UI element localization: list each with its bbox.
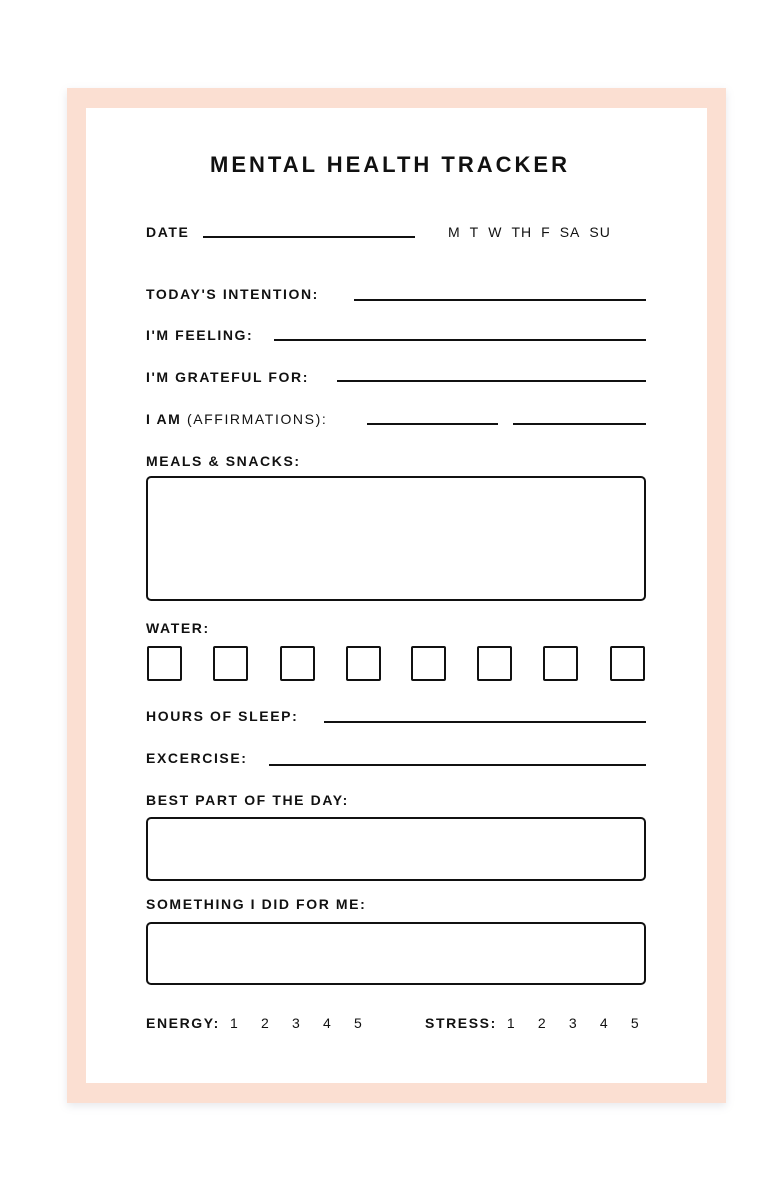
grateful-label: I'M GRATEFUL FOR: (146, 369, 309, 385)
feeling-label: I'M FEELING: (146, 327, 254, 343)
weekday-selector (448, 224, 611, 240)
day-w[interactable]: W (488, 224, 503, 240)
water-checkbox-8[interactable] (610, 646, 645, 681)
affirmation-line-2[interactable] (513, 423, 646, 425)
stress-scale (425, 1015, 640, 1031)
energy-scale (146, 1015, 385, 1031)
energy-3[interactable]: 3 (291, 1015, 302, 1031)
affirmations-label-light: (AFFIRMATIONS): (186, 411, 328, 427)
water-label: WATER: (146, 620, 210, 636)
energy-4[interactable]: 4 (322, 1015, 333, 1031)
grateful-line[interactable] (337, 380, 646, 382)
sleep-line[interactable] (324, 721, 646, 723)
intention-label: TODAY'S INTENTION: (146, 286, 319, 302)
energy-5[interactable]: 5 (353, 1015, 364, 1031)
stress-4[interactable]: 4 (599, 1015, 610, 1031)
affirmation-line-1[interactable] (367, 423, 498, 425)
sleep-label: HOURS OF SLEEP: (146, 708, 299, 724)
day-m[interactable]: M (448, 224, 461, 240)
stress-2[interactable]: 2 (537, 1015, 548, 1031)
day-su[interactable]: SU (589, 224, 611, 240)
best-part-box[interactable] (146, 817, 646, 881)
energy-2[interactable]: 2 (260, 1015, 271, 1031)
meals-label: MEALS & SNACKS: (146, 453, 301, 469)
stress-label: STRESS: (425, 1015, 497, 1031)
page-title: MENTAL HEALTH TRACKER (210, 152, 570, 177)
water-checkbox-5[interactable] (411, 646, 446, 681)
stress-5[interactable]: 5 (630, 1015, 641, 1031)
date-label: DATE (146, 224, 190, 240)
for-me-box[interactable] (146, 922, 646, 985)
day-t[interactable]: T (469, 224, 480, 240)
stress-1[interactable]: 1 (506, 1015, 517, 1031)
intention-line[interactable] (354, 299, 646, 301)
day-sa[interactable]: SA (559, 224, 581, 240)
affirmations-label (146, 411, 327, 427)
meals-box[interactable] (146, 476, 646, 601)
water-checkbox-3[interactable] (280, 646, 315, 681)
day-th[interactable]: TH (511, 224, 533, 240)
for-me-label: SOMETHING I DID FOR ME: (146, 896, 367, 912)
energy-1[interactable]: 1 (229, 1015, 240, 1031)
feeling-line[interactable] (274, 339, 646, 341)
water-checkbox-2[interactable] (213, 646, 248, 681)
stress-3[interactable]: 3 (568, 1015, 579, 1031)
best-part-label: BEST PART OF THE DAY: (146, 792, 349, 808)
water-checkbox-4[interactable] (346, 646, 381, 681)
water-checkbox-7[interactable] (543, 646, 578, 681)
water-checkbox-6[interactable] (477, 646, 512, 681)
energy-label: ENERGY: (146, 1015, 220, 1031)
exercise-line[interactable] (269, 764, 646, 766)
water-checkbox-1[interactable] (147, 646, 182, 681)
exercise-label: EXCERCISE: (146, 750, 248, 766)
date-line[interactable] (203, 236, 415, 238)
affirmations-label-bold: I AM (146, 411, 182, 427)
day-f[interactable]: F (541, 224, 551, 240)
